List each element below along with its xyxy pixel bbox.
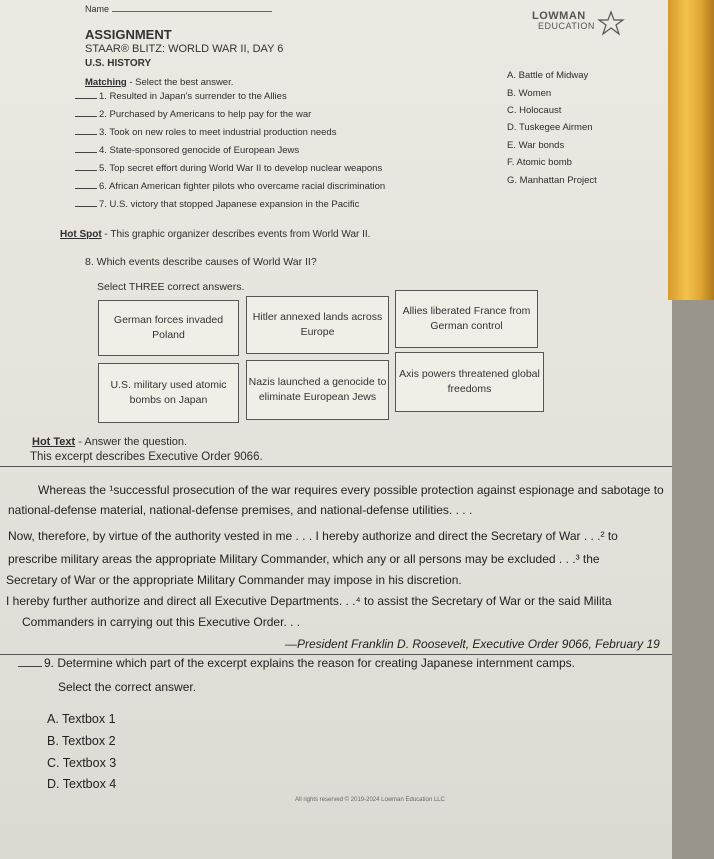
option-d[interactable]: D. Textbox 4 (47, 777, 117, 791)
answer-blank[interactable] (75, 170, 97, 171)
matching-instruction: - Select the best answer. (126, 77, 234, 88)
excerpt-top-rule (0, 466, 672, 467)
hotspot-header (60, 229, 370, 240)
option-c[interactable]: C. Textbox 3 (47, 756, 117, 770)
hotspot-question: 8. Which events describe causes of World War II? (85, 256, 317, 268)
option-b[interactable]: B. Textbox 2 (47, 734, 116, 748)
logo-bottom: EDUCATION (538, 21, 595, 31)
excerpt-line-2[interactable]: national-defense material, national-defense premises, and national-defense utilities. . . . (8, 503, 473, 517)
matching-answer-d: D. Tuskegee Airmen (507, 122, 593, 133)
subject-label: U.S. HISTORY (85, 58, 152, 69)
matching-answer-e: E. War bonds (507, 140, 565, 151)
answer-blank[interactable] (75, 98, 97, 99)
name-line[interactable] (112, 11, 272, 12)
matching-answer-b: B. Women (507, 88, 552, 99)
hottext-title: Hot Text (32, 436, 76, 448)
matching-item-7 (75, 199, 359, 210)
matching-title: Matching (85, 77, 127, 88)
hotspot-instruction: - This graphic organizer describes events from World War II. (101, 229, 371, 240)
hottext-intro: This excerpt describes Executive Order 9066. (30, 451, 263, 463)
excerpt-line-5[interactable]: Secretary of War or the appropriate Military Commander may impose in his discretion. (6, 573, 462, 587)
pencil (668, 0, 714, 300)
hottext-instruction: - Answer the question. (75, 436, 188, 448)
excerpt-line-4[interactable]: prescribe military areas the appropriate Military Commander, which any or all persons may be excluded . . .³ the (8, 552, 600, 566)
matching-answer-c: C. Holocaust (507, 105, 562, 116)
matching-item-4 (75, 145, 299, 156)
matching-item-6 (75, 181, 385, 192)
answer-blank[interactable] (75, 134, 97, 135)
answer-blank[interactable] (75, 188, 97, 189)
matching-item-text: 7. U.S. victory that stopped Japanese expansion in the Pacific (99, 199, 360, 210)
matching-header (85, 77, 233, 88)
matching-answer-a: A. Battle of Midway (507, 70, 589, 81)
matching-item-2 (75, 109, 311, 120)
excerpt-line-3[interactable]: Now, therefore, by virtue of the authority vested in me . . . I hereby authorize and direct the Secretary of War . . .² to (8, 529, 618, 543)
matching-answer-f: F. Atomic bomb (507, 157, 572, 168)
matching-item-3 (75, 127, 336, 138)
matching-item-text: 1. Resulted in Japan's surrender to the Allies (99, 91, 287, 102)
answer-blank[interactable] (18, 666, 42, 667)
question-9 (18, 656, 575, 670)
option-a[interactable]: A. Textbox 1 (47, 712, 116, 726)
excerpt-line-7[interactable]: Commanders in carrying out this Executive Order. . . (22, 615, 301, 629)
matching-item-text: 4. State-sponsored genocide of European Jews (99, 145, 300, 156)
hotspot-box-5[interactable]: Nazis launched a genocide to eliminate European Jews (246, 360, 389, 420)
excerpt-bottom-rule (0, 654, 672, 655)
excerpt-line-6[interactable]: I hereby further authorize and direct all Executive Departments. . .⁴ to assist the Secretary of War or the said Milita (6, 594, 612, 608)
hotspot-title: Hot Spot (60, 229, 102, 240)
star-icon (596, 10, 626, 36)
logo-top: LOWMAN (532, 10, 586, 22)
matching-item-5 (75, 163, 382, 174)
matching-item-1 (75, 91, 287, 102)
question-9-select: Select the correct answer. (58, 680, 197, 694)
matching-item-text: 5. Top secret effort during World War II to develop nuclear weapons (99, 163, 383, 174)
hotspot-box-6[interactable]: Axis powers threatened global freedoms (395, 352, 544, 412)
excerpt-line-1[interactable]: Whereas the ¹successful prosecution of the war requires every possible protection against espionage and sabotage to (38, 483, 664, 497)
matching-item-text: 6. African American fighter pilots who overcame racial discrimination (99, 181, 386, 192)
hotspot-box-4[interactable]: U.S. military used atomic bombs on Japan (98, 363, 239, 423)
excerpt-attribution: —President Franklin D. Roosevelt, Executive Order 9066, February 19 (285, 637, 660, 651)
hotspot-select: Select THREE correct answers. (97, 281, 245, 293)
question-9-text: 9. Determine which part of the excerpt explains the reason for creating Japanese internment camps. (44, 656, 575, 670)
hotspot-box-1[interactable]: German forces invaded Poland (98, 300, 239, 356)
answer-blank[interactable] (75, 206, 97, 207)
hotspot-box-3[interactable]: Allies liberated France from German control (395, 290, 538, 348)
hotspot-box-2[interactable]: Hitler annexed lands across Europe (246, 296, 389, 354)
matching-item-text: 3. Took on new roles to meet industrial production needs (99, 127, 337, 138)
copyright-footer: All rights reserved © 2019-2024 Lowman Education LLC (295, 797, 445, 803)
matching-answer-g: G. Manhattan Project (507, 175, 597, 186)
assignment-subtitle: STAAR® BLITZ: WORLD WAR II, DAY 6 (85, 43, 284, 55)
name-label: Name (85, 4, 110, 14)
assignment-title: ASSIGNMENT (85, 27, 172, 42)
answer-blank[interactable] (75, 152, 97, 153)
lowman-logo (532, 10, 632, 36)
answer-blank[interactable] (75, 116, 97, 117)
hottext-header (32, 436, 187, 448)
matching-item-text: 2. Purchased by Americans to help pay for the war (99, 109, 312, 120)
